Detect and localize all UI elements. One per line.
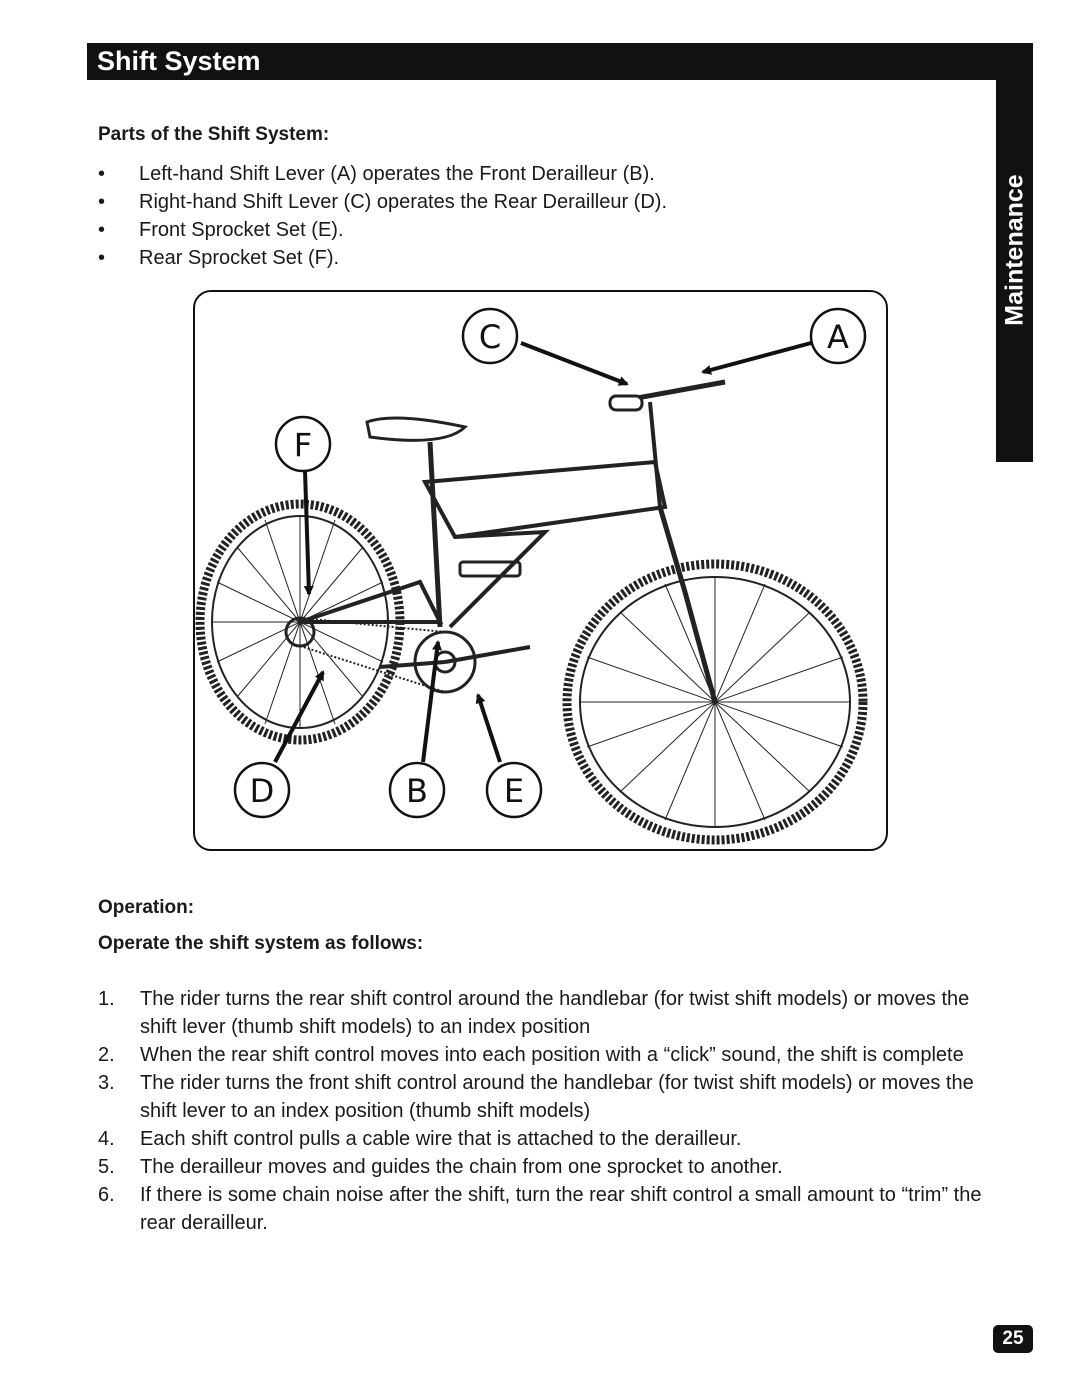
bicycle-illustration xyxy=(195,292,885,848)
operation-subheading: Operate the shift system as follows: xyxy=(98,933,424,954)
step-number: 1. xyxy=(98,988,115,1010)
step-text: The derailleur moves and guides the chain from one sprocket to another. xyxy=(140,1156,783,1178)
steps-list xyxy=(98,985,998,1237)
list-item xyxy=(98,1153,998,1181)
step-number: 5. xyxy=(98,1156,115,1178)
list-item: • Left-hand Shift Lever (A) operates the Front Derailleur (B). xyxy=(98,160,667,188)
step-text: When the rear shift control moves into each position with a “click” sound, the shift is complete xyxy=(140,1044,964,1066)
step-text: The rider turns the front shift control around the handlebar (for twist shift models) or moves the shift lever to an index position (thumb shift models) xyxy=(140,1072,974,1122)
label-a: A xyxy=(827,318,849,356)
parts-list xyxy=(98,160,667,272)
step-text: Each shift control pulls a cable wire that is attached to the derailleur. xyxy=(140,1128,742,1150)
list-item xyxy=(98,1181,998,1237)
parts-heading: Parts of the Shift System: xyxy=(98,124,330,145)
list-item: • Front Sprocket Set (E). xyxy=(98,216,667,244)
step-number: 3. xyxy=(98,1072,115,1094)
label-b: B xyxy=(406,772,428,810)
operation-heading: Operation: xyxy=(98,897,195,918)
side-tab-label: Maintenance xyxy=(1000,174,1028,326)
step-text: If there is some chain noise after the shift, turn the rear shift control a small amount to “trim” the rear derailleur. xyxy=(140,1184,982,1234)
side-tab xyxy=(996,80,1033,462)
list-item: • Rear Sprocket Set (F). xyxy=(98,244,667,272)
list-item xyxy=(98,1069,998,1125)
label-f: F xyxy=(293,426,313,464)
label-e: E xyxy=(503,772,525,810)
label-d: D xyxy=(249,772,275,810)
step-number: 6. xyxy=(98,1184,115,1206)
step-text: The rider turns the rear shift control around the handlebar (for twist shift models) or moves the shift lever (thumb shift models) to an index position xyxy=(140,988,970,1038)
list-item xyxy=(98,1125,998,1153)
list-item xyxy=(98,1041,998,1069)
step-number: 2. xyxy=(98,1044,115,1066)
section-header xyxy=(87,43,1033,80)
bicycle-figure xyxy=(193,290,888,851)
page-number: 25 xyxy=(993,1325,1033,1353)
list-item: • Right-hand Shift Lever (C) operates the Rear Derailleur (D). xyxy=(98,188,667,216)
label-c: C xyxy=(478,318,502,356)
step-number: 4. xyxy=(98,1128,115,1150)
section-title: Shift System xyxy=(97,46,261,76)
list-item xyxy=(98,985,998,1041)
